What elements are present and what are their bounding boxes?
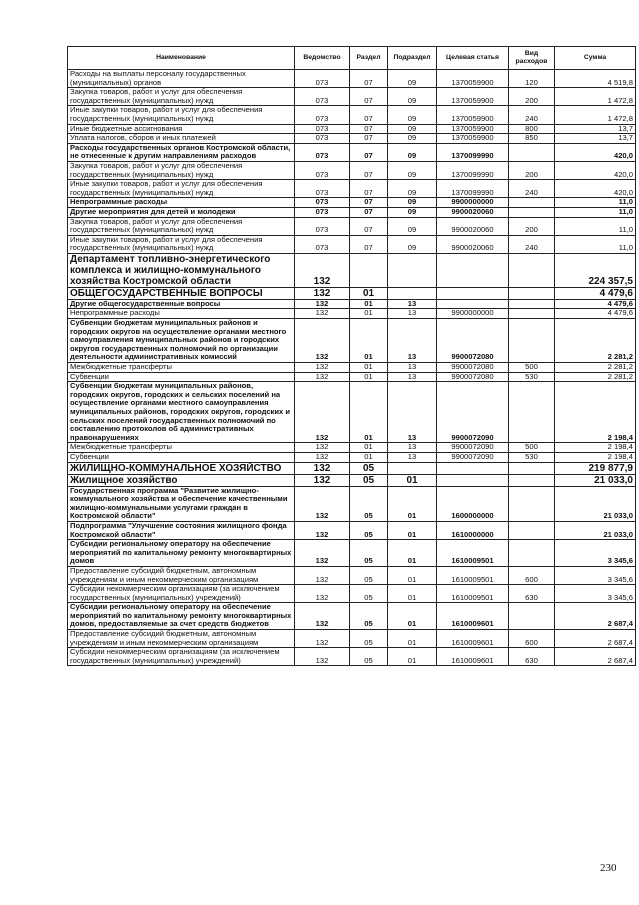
cell-expense-type [509, 319, 555, 363]
table-row [68, 143, 636, 161]
cell-section: 01 [350, 299, 388, 309]
cell-target-article [437, 474, 509, 486]
cell-target-article: 1610009601 [437, 648, 509, 666]
cell-name: Межбюджетные трансферты [68, 363, 295, 373]
cell-name: Субсидии региональному оператору на обеспечение мероприятий по капитальному ремонту многоквартирных домов [68, 540, 295, 567]
cell-department: 132 [295, 382, 350, 443]
cell-department: 132 [295, 585, 350, 603]
cell-target-article: 1370099990 [437, 143, 509, 161]
cell-subsection: 01 [388, 603, 437, 630]
cell-department: 132 [295, 648, 350, 666]
cell-subsection: 09 [388, 235, 437, 253]
cell-department: 132 [295, 372, 350, 382]
header-department: Ведомство [295, 47, 350, 70]
table-row [68, 319, 636, 363]
cell-department: 073 [295, 198, 350, 208]
cell-department: 132 [295, 363, 350, 373]
cell-target-article: 9900072080 [437, 319, 509, 363]
cell-section: 05 [350, 486, 388, 521]
cell-target-article: 1610009601 [437, 603, 509, 630]
cell-section: 05 [350, 585, 388, 603]
table-row [68, 382, 636, 443]
table-row [68, 648, 636, 666]
cell-name: Субсидии некоммерческим организациям (за исключением государственных (муниципальных) учреждений) [68, 648, 295, 666]
cell-subsection: 09 [388, 124, 437, 134]
cell-amount: 1 472,8 [555, 106, 636, 124]
cell-expense-type [509, 540, 555, 567]
cell-name: Субвенции [68, 452, 295, 462]
table-row [68, 88, 636, 106]
cell-department: 132 [295, 443, 350, 453]
cell-amount: 13,7 [555, 134, 636, 144]
table-row [68, 106, 636, 124]
cell-name: Жилищное хозяйство [68, 474, 295, 486]
cell-name: Непрограммные расходы [68, 198, 295, 208]
cell-expense-type [509, 462, 555, 474]
cell-subsection: 01 [388, 648, 437, 666]
table-row [68, 363, 636, 373]
cell-amount: 2 281,2 [555, 372, 636, 382]
cell-expense-type: 800 [509, 124, 555, 134]
cell-department: 132 [295, 540, 350, 567]
cell-expense-type [509, 486, 555, 521]
header-target-article: Целевая статья [437, 47, 509, 70]
cell-subsection: 13 [388, 319, 437, 363]
cell-expense-type: 200 [509, 161, 555, 179]
cell-expense-type: 630 [509, 648, 555, 666]
cell-section: 07 [350, 217, 388, 235]
table-row [68, 462, 636, 474]
cell-subsection: 01 [388, 630, 437, 648]
cell-expense-type [509, 309, 555, 319]
cell-target-article: 1610009601 [437, 630, 509, 648]
table-row [68, 235, 636, 253]
cell-section: 01 [350, 363, 388, 373]
cell-amount: 420,0 [555, 180, 636, 198]
cell-name: Субвенции бюджетам муниципальных районов и городских округов на осуществление органами местного самоуправления муниципальных районов и городских округов государственных полномочий по организации деятельности административных комиссий [68, 319, 295, 363]
cell-subsection: 09 [388, 134, 437, 144]
cell-subsection: 13 [388, 452, 437, 462]
cell-expense-type: 850 [509, 134, 555, 144]
cell-section: 05 [350, 603, 388, 630]
cell-section: 05 [350, 474, 388, 486]
cell-department: 073 [295, 88, 350, 106]
cell-department: 132 [295, 566, 350, 584]
cell-department: 132 [295, 309, 350, 319]
cell-section: 01 [350, 372, 388, 382]
cell-expense-type [509, 198, 555, 208]
cell-subsection: 01 [388, 486, 437, 521]
cell-amount: 11,0 [555, 198, 636, 208]
cell-department: 132 [295, 521, 350, 539]
cell-target-article: 9900072080 [437, 363, 509, 373]
cell-target-article: 1370059900 [437, 106, 509, 124]
cell-department: 073 [295, 106, 350, 124]
cell-target-article: 9900000000 [437, 309, 509, 319]
cell-amount: 21 033,0 [555, 486, 636, 521]
cell-subsection: 13 [388, 372, 437, 382]
cell-expense-type [509, 603, 555, 630]
cell-target-article: 1610009501 [437, 540, 509, 567]
table-row [68, 486, 636, 521]
table-row [68, 180, 636, 198]
cell-department: 132 [295, 603, 350, 630]
cell-target-article: 1610009501 [437, 585, 509, 603]
cell-subsection: 13 [388, 363, 437, 373]
cell-target-article: 1370099990 [437, 161, 509, 179]
cell-department: 073 [295, 235, 350, 253]
table-row [68, 217, 636, 235]
cell-department: 132 [295, 452, 350, 462]
header-section: Раздел [350, 47, 388, 70]
cell-amount: 11,0 [555, 217, 636, 235]
cell-section: 07 [350, 207, 388, 217]
cell-department: 132 [295, 462, 350, 474]
table-row [68, 299, 636, 309]
cell-expense-type: 500 [509, 443, 555, 453]
cell-subsection: 09 [388, 70, 437, 88]
cell-amount: 2 281,2 [555, 319, 636, 363]
header-subsection: Подраздел [388, 47, 437, 70]
cell-expense-type: 530 [509, 452, 555, 462]
cell-department: 132 [295, 287, 350, 299]
cell-section: 07 [350, 106, 388, 124]
cell-amount: 3 345,6 [555, 585, 636, 603]
table-row [68, 603, 636, 630]
cell-department: 073 [295, 70, 350, 88]
cell-expense-type: 600 [509, 566, 555, 584]
table-row [68, 630, 636, 648]
cell-target-article: 1370099990 [437, 180, 509, 198]
cell-subsection: 01 [388, 540, 437, 567]
cell-amount: 21 033,0 [555, 474, 636, 486]
cell-subsection: 01 [388, 566, 437, 584]
table-row [68, 207, 636, 217]
cell-section: 07 [350, 70, 388, 88]
cell-amount: 3 345,6 [555, 540, 636, 567]
cell-amount: 420,0 [555, 161, 636, 179]
table-row [68, 161, 636, 179]
cell-name: Закупка товаров, работ и услуг для обеспечения государственных (муниципальных) нужд [68, 88, 295, 106]
cell-target-article: 9900072090 [437, 382, 509, 443]
cell-subsection [388, 462, 437, 474]
cell-target-article: 1370059900 [437, 88, 509, 106]
cell-subsection: 13 [388, 443, 437, 453]
cell-subsection: 13 [388, 382, 437, 443]
cell-subsection: 01 [388, 521, 437, 539]
cell-target-article [437, 462, 509, 474]
cell-amount: 2 687,4 [555, 603, 636, 630]
cell-name: Иные бюджетные ассигнования [68, 124, 295, 134]
cell-name: Предоставление субсидий бюджетным, автономным учреждениям и иным некоммерческим организациям [68, 630, 295, 648]
cell-target-article [437, 253, 509, 287]
cell-department: 073 [295, 207, 350, 217]
cell-expense-type: 240 [509, 106, 555, 124]
cell-subsection: 13 [388, 299, 437, 309]
cell-target-article: 9900072090 [437, 443, 509, 453]
cell-expense-type: 120 [509, 70, 555, 88]
table-row [68, 372, 636, 382]
cell-name: Непрограммные расходы [68, 309, 295, 319]
cell-department: 132 [295, 299, 350, 309]
cell-section: 05 [350, 521, 388, 539]
cell-expense-type: 500 [509, 363, 555, 373]
header-name: Наименование [68, 47, 295, 70]
cell-target-article: 1370059900 [437, 70, 509, 88]
table-row [68, 540, 636, 567]
cell-name: Субвенции бюджетам муниципальных районов, городских округов, городских и сельских поселений на осуществление органами местного самоуправления муниципальных районов, городских округов, городских и сельских поселений государственных полномочий по составлению протоколов об административных правонарушениях [68, 382, 295, 443]
cell-name: Иные закупки товаров, работ и услуг для обеспечения государственных (муниципальных) нужд [68, 106, 295, 124]
cell-target-article: 1600000000 [437, 486, 509, 521]
cell-name: Субсидии региональному оператору на обеспечение мероприятий по капитальному ремонту многоквартирных домов, предоставляемые за счет средств бюджетов [68, 603, 295, 630]
table-row [68, 287, 636, 299]
cell-expense-type [509, 382, 555, 443]
cell-name: Иные закупки товаров, работ и услуг для обеспечения государственных (муниципальных) нужд [68, 180, 295, 198]
cell-amount: 2 198,4 [555, 452, 636, 462]
table-row [68, 474, 636, 486]
page-number: 230 [600, 862, 617, 874]
table-row [68, 521, 636, 539]
cell-name: Расходы государственных органов Костромской области, не отнесенные к другим направлениям расходов [68, 143, 295, 161]
cell-target-article: 1610000000 [437, 521, 509, 539]
cell-expense-type [509, 287, 555, 299]
cell-amount: 420,0 [555, 143, 636, 161]
cell-section: 05 [350, 648, 388, 666]
cell-amount: 2 198,4 [555, 382, 636, 443]
table-row [68, 134, 636, 144]
cell-name: Подпрограмма "Улучшение состояния жилищного фонда Костромской области" [68, 521, 295, 539]
cell-subsection: 09 [388, 180, 437, 198]
cell-department: 132 [295, 630, 350, 648]
cell-target-article: 1370059900 [437, 134, 509, 144]
cell-expense-type: 600 [509, 630, 555, 648]
cell-name: Закупка товаров, работ и услуг для обеспечения государственных (муниципальных) нужд [68, 217, 295, 235]
cell-name: Расходы на выплаты персоналу государственных (муниципальных) органов [68, 70, 295, 88]
cell-section: 05 [350, 540, 388, 567]
cell-amount: 13,7 [555, 124, 636, 134]
cell-target-article: 9900020060 [437, 217, 509, 235]
cell-expense-type: 240 [509, 180, 555, 198]
cell-section: 05 [350, 630, 388, 648]
table-row [68, 198, 636, 208]
cell-subsection [388, 253, 437, 287]
budget-table-container [67, 46, 635, 666]
cell-subsection: 09 [388, 217, 437, 235]
cell-department: 132 [295, 253, 350, 287]
cell-expense-type [509, 253, 555, 287]
header-expense-type: Вид расходов [509, 47, 555, 70]
cell-section: 05 [350, 566, 388, 584]
cell-section: 01 [350, 309, 388, 319]
cell-section: 07 [350, 180, 388, 198]
cell-department: 132 [295, 319, 350, 363]
cell-name: Предоставление субсидий бюджетным, автономным учреждениям и иным некоммерческим организациям [68, 566, 295, 584]
cell-section: 07 [350, 134, 388, 144]
cell-amount: 4 479,6 [555, 287, 636, 299]
cell-subsection: 13 [388, 309, 437, 319]
cell-section: 01 [350, 452, 388, 462]
cell-section [350, 253, 388, 287]
cell-expense-type: 240 [509, 235, 555, 253]
cell-target-article [437, 287, 509, 299]
cell-subsection: 09 [388, 161, 437, 179]
header-amount: Сумма [555, 47, 636, 70]
cell-name: Уплата налогов, сборов и иных платежей [68, 134, 295, 144]
cell-amount: 4 479,6 [555, 299, 636, 309]
cell-section: 07 [350, 88, 388, 106]
cell-expense-type [509, 143, 555, 161]
cell-subsection: 09 [388, 207, 437, 217]
cell-target-article: 9900072090 [437, 452, 509, 462]
cell-name: Другие мероприятия для детей и молодежи [68, 207, 295, 217]
cell-section: 07 [350, 235, 388, 253]
table-row [68, 70, 636, 88]
cell-amount: 3 345,6 [555, 566, 636, 584]
cell-department: 073 [295, 124, 350, 134]
cell-section: 01 [350, 443, 388, 453]
cell-subsection: 09 [388, 198, 437, 208]
table-row [68, 309, 636, 319]
cell-department: 073 [295, 217, 350, 235]
table-header-row [68, 47, 636, 70]
cell-section: 07 [350, 198, 388, 208]
cell-expense-type: 200 [509, 88, 555, 106]
cell-expense-type: 530 [509, 372, 555, 382]
cell-subsection: 01 [388, 585, 437, 603]
cell-amount: 2 687,4 [555, 630, 636, 648]
cell-name: Субвенции [68, 372, 295, 382]
cell-amount: 219 877,9 [555, 462, 636, 474]
cell-expense-type: 630 [509, 585, 555, 603]
table-body [68, 70, 636, 666]
cell-target-article [437, 299, 509, 309]
table-row [68, 566, 636, 584]
table-row [68, 124, 636, 134]
cell-amount: 224 357,5 [555, 253, 636, 287]
cell-name: Иные закупки товаров, работ и услуг для обеспечения государственных (муниципальных) нужд [68, 235, 295, 253]
cell-department: 073 [295, 143, 350, 161]
cell-department: 132 [295, 486, 350, 521]
table-row [68, 585, 636, 603]
cell-amount: 11,0 [555, 207, 636, 217]
cell-department: 073 [295, 134, 350, 144]
table-row [68, 253, 636, 287]
cell-name: Субсидии некоммерческим организациям (за исключением государственных (муниципальных) учреждений) [68, 585, 295, 603]
cell-department: 073 [295, 161, 350, 179]
cell-section: 07 [350, 143, 388, 161]
cell-subsection [388, 287, 437, 299]
cell-amount: 4 479,6 [555, 309, 636, 319]
cell-target-article: 9900072080 [437, 372, 509, 382]
cell-name: Государственная программа "Развитие жилищно-коммунального хозяйства и обеспечение качественными жилищно-коммунальными услугами граждан в Костромской области" [68, 486, 295, 521]
cell-name: Другие общегосударственные вопросы [68, 299, 295, 309]
cell-expense-type [509, 207, 555, 217]
cell-amount: 11,0 [555, 235, 636, 253]
cell-amount: 1 472,8 [555, 88, 636, 106]
cell-subsection: 09 [388, 143, 437, 161]
cell-subsection: 09 [388, 88, 437, 106]
cell-section: 01 [350, 287, 388, 299]
cell-amount: 2 687,4 [555, 648, 636, 666]
cell-expense-type [509, 521, 555, 539]
cell-section: 05 [350, 462, 388, 474]
table-row [68, 452, 636, 462]
cell-section: 07 [350, 124, 388, 134]
cell-expense-type [509, 299, 555, 309]
cell-amount: 21 033,0 [555, 521, 636, 539]
cell-name: ЖИЛИЩНО-КОММУНАЛЬНОЕ ХОЗЯЙСТВО [68, 462, 295, 474]
cell-target-article: 9900020060 [437, 235, 509, 253]
cell-department: 132 [295, 474, 350, 486]
cell-expense-type [509, 474, 555, 486]
cell-target-article: 9900000000 [437, 198, 509, 208]
cell-section: 07 [350, 161, 388, 179]
cell-subsection: 09 [388, 106, 437, 124]
cell-subsection: 01 [388, 474, 437, 486]
cell-name: Межбюджетные трансферты [68, 443, 295, 453]
table-row [68, 443, 636, 453]
cell-section: 01 [350, 319, 388, 363]
cell-amount: 2 198,4 [555, 443, 636, 453]
cell-target-article: 1370059900 [437, 124, 509, 134]
cell-name: ОБЩЕГОСУДАРСТВЕННЫЕ ВОПРОСЫ [68, 287, 295, 299]
cell-target-article: 1610009501 [437, 566, 509, 584]
cell-department: 073 [295, 180, 350, 198]
cell-amount: 4 519,8 [555, 70, 636, 88]
cell-target-article: 9900020060 [437, 207, 509, 217]
cell-name: Департамент топливно-энергетического комплекса и жилищно-коммунального хозяйства Костромской области [68, 253, 295, 287]
cell-section: 01 [350, 382, 388, 443]
cell-name: Закупка товаров, работ и услуг для обеспечения государственных (муниципальных) нужд [68, 161, 295, 179]
cell-amount: 2 281,2 [555, 363, 636, 373]
budget-table [67, 46, 636, 666]
cell-expense-type: 200 [509, 217, 555, 235]
